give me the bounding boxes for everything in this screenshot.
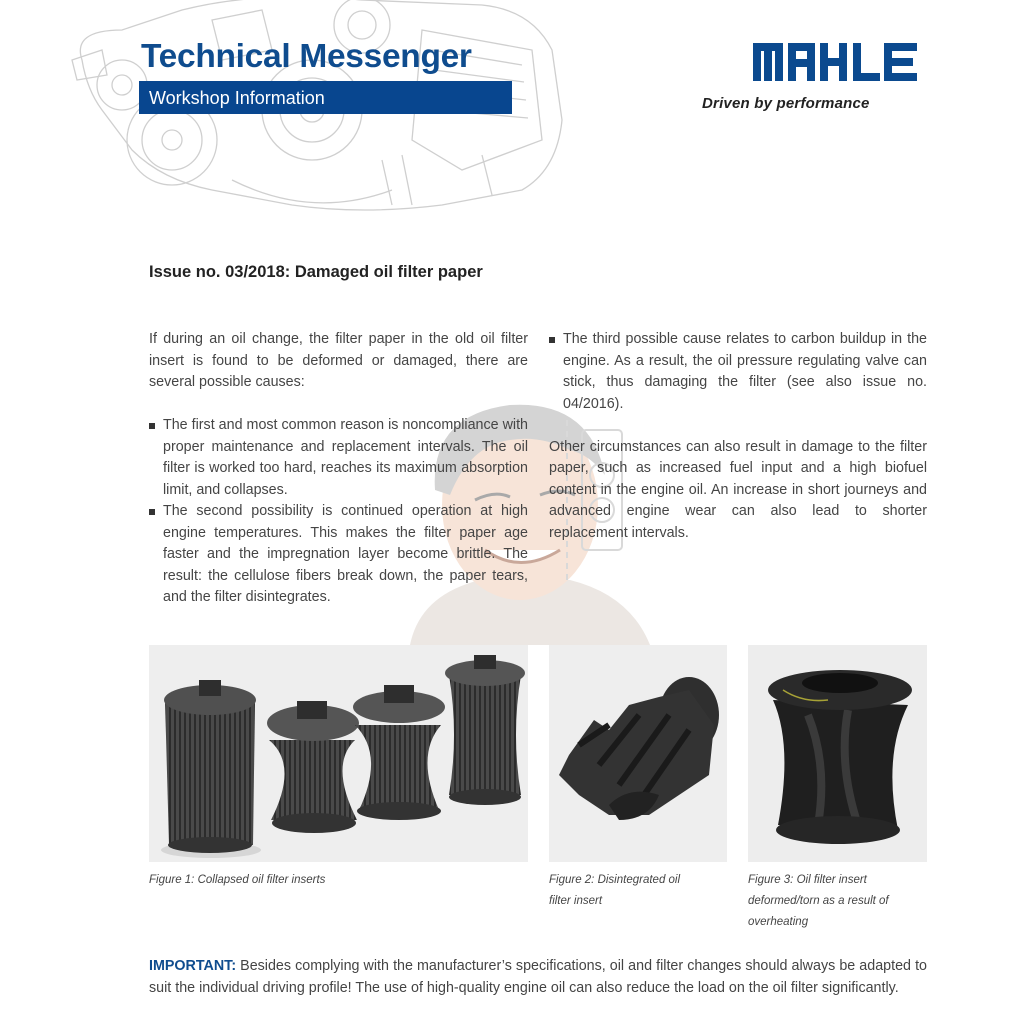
important-text: Besides complying with the manufacturer’s specifications, oil and filter changes should always be adapted to suit the individual driving profile! The use of high-quality engine oil can also reduce the load on the oil filter significantly. — [149, 958, 927, 996]
left-text-column — [149, 329, 528, 609]
figure-2-image — [549, 645, 727, 862]
figure-3-image — [748, 645, 927, 862]
causes-list — [149, 415, 528, 609]
document-title: Technical Messenger — [141, 38, 472, 75]
list-item: The third possible cause relates to carbon buildup in the engine. As a result, the oil pressure regulating valve can stick, thus damaging the filter (see also issue no. 04/2016). — [549, 329, 927, 415]
important-label: IMPORTANT: — [149, 958, 237, 974]
subtitle-banner — [139, 81, 512, 114]
square-bullet-icon — [149, 423, 155, 429]
brand-tagline: Driven by performance — [702, 95, 870, 112]
list-item: The second possibility is continued operation at high engine temperatures. This makes the filter paper age faster and the impregnation layer become brittle. The result: the cellulose fibers break down, the paper tears, and the filter disintegrates. — [149, 501, 528, 609]
subtitle-text: Workshop Information — [149, 88, 325, 108]
square-bullet-icon — [549, 337, 555, 343]
figure-1-image — [149, 645, 528, 862]
causes-list-continued — [549, 329, 927, 415]
square-bullet-icon — [149, 509, 155, 515]
figure-1-caption: Figure 1: Collapsed oil filter inserts — [149, 874, 326, 886]
right-text-column — [549, 329, 927, 544]
list-item: The first and most common reason is noncompliance with proper maintenance and replacement intervals. The oil filter is worked too hard, reaches its maximum absorption limit, and collapses. — [149, 415, 528, 501]
figure-3-caption: Figure 3: Oil filter insert deformed/torn as a result of overheating — [748, 874, 889, 928]
mahle-logo — [753, 43, 917, 81]
issue-heading: Issue no. 03/2018: Damaged oil filter paper — [149, 263, 483, 281]
important-note — [149, 956, 927, 999]
other-circumstances-paragraph: Other circumstances can also result in damage to the filter paper, such as increased fuel input and a high biofuel content in the engine oil. An increase in short journeys and advanced engine wear can also lead to shorter replacement intervals. — [549, 438, 927, 541]
intro-paragraph: If during an oil change, the filter paper in the old oil filter insert is found to be deformed or damaged, there are several possible causes: — [149, 331, 528, 390]
figure-2-caption: Figure 2: Disintegrated oil filter insert — [549, 874, 681, 907]
